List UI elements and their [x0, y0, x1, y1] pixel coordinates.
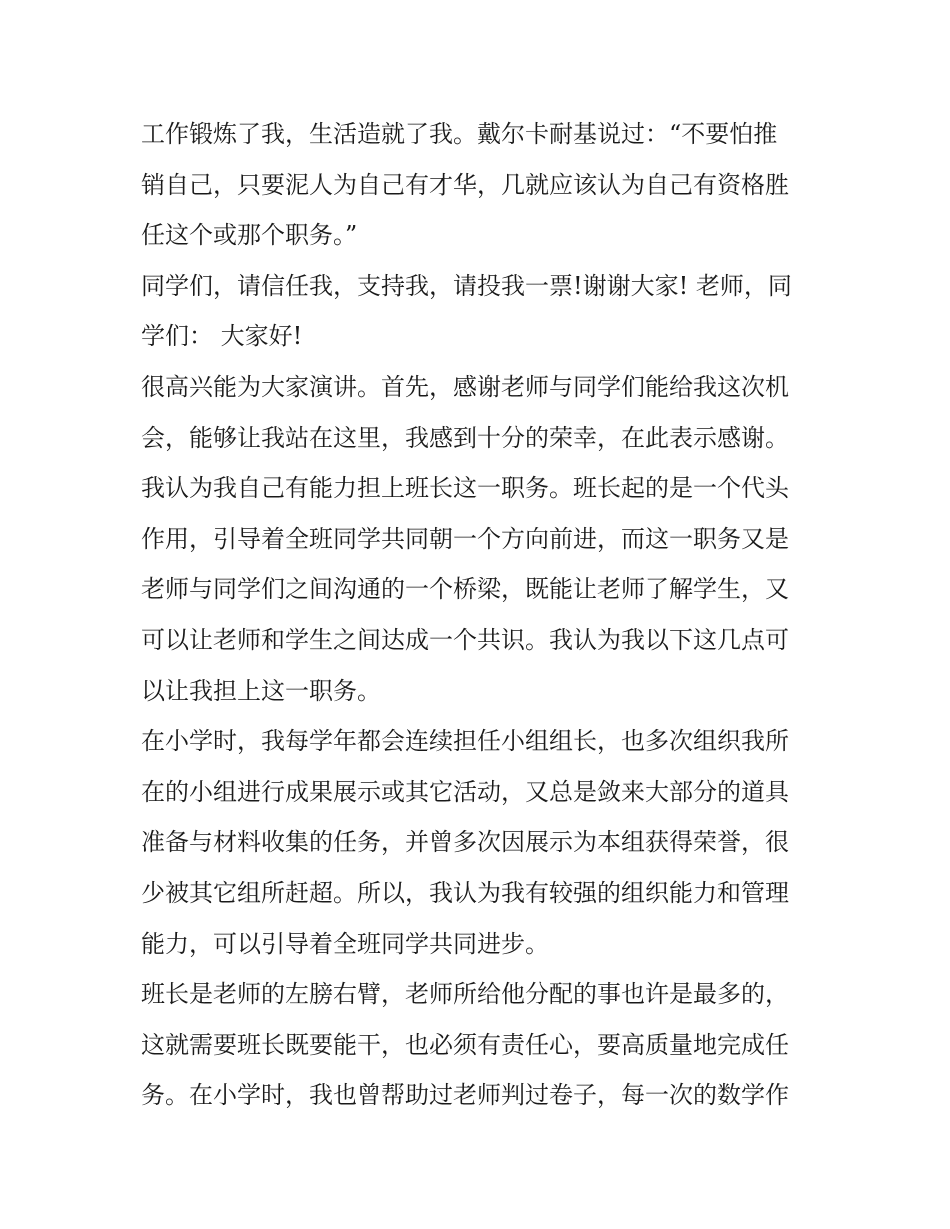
text-line: 这就需要班长既要能干，也必须有责任心，要高质量地完成任 — [141, 1030, 789, 1059]
text-line: 准备与材料收集的任务，并曾多次因展示为本组获得荣誉，很 — [141, 828, 789, 857]
text-line: 学们： 大家好! — [141, 322, 303, 351]
text-line: 务。在小学时，我也曾帮助过老师判过卷子，每一次的数学作 — [141, 1081, 789, 1110]
text-line: 能力，可以引导着全班同学共同进步。 — [141, 929, 549, 958]
text-line: 少被其它组所赶超。所以，我认为我有较强的组织能力和管理 — [141, 878, 789, 907]
text-line: 工作锻炼了我，生活造就了我。戴尔卡耐基说过：“不要怕推 — [141, 120, 778, 148]
text-line: 很高兴能为大家演讲。首先，感谢老师与同学们能给我这次机 — [141, 372, 789, 401]
text-line: 会，能够让我站在这里，我感到十分的荣幸，在此表示感谢。 — [141, 423, 789, 452]
text-line: 作用，引导着全班同学共同朝一个方向前进，而这一职务又是 — [141, 524, 789, 553]
document-body — [141, 109, 813, 1121]
text-line: 可以让老师和学生之间达成一个共识。我认为我以下这几点可 — [141, 625, 789, 654]
text-line: 老师与同学们之间沟通的一个桥梁，既能让老师了解学生，又 — [141, 575, 789, 604]
text-line: 任这个或那个职务。” — [141, 221, 358, 250]
text-line: 在小学时，我每学年都会连续担任小组组长，也多次组织我所 — [141, 727, 789, 756]
text-line: 同学们，请信任我，支持我，请投我一票!谢谢大家! 老师，同 — [141, 271, 792, 300]
text-line: 以让我担上这一职务。 — [141, 676, 381, 705]
text-line: 班长是老师的左膀右臂，老师所给他分配的事也许是最多的， — [141, 980, 789, 1009]
text-line: 我认为我自己有能力担上班长这一职务。班长起的是一个代头 — [141, 474, 789, 503]
text-line: 在的小组进行成果展示或其它活动，又总是敛来大部分的道具 — [141, 777, 789, 806]
text-line: 销自己，只要泥人为自己有才华，几就应该认为自己有资格胜 — [141, 170, 789, 199]
